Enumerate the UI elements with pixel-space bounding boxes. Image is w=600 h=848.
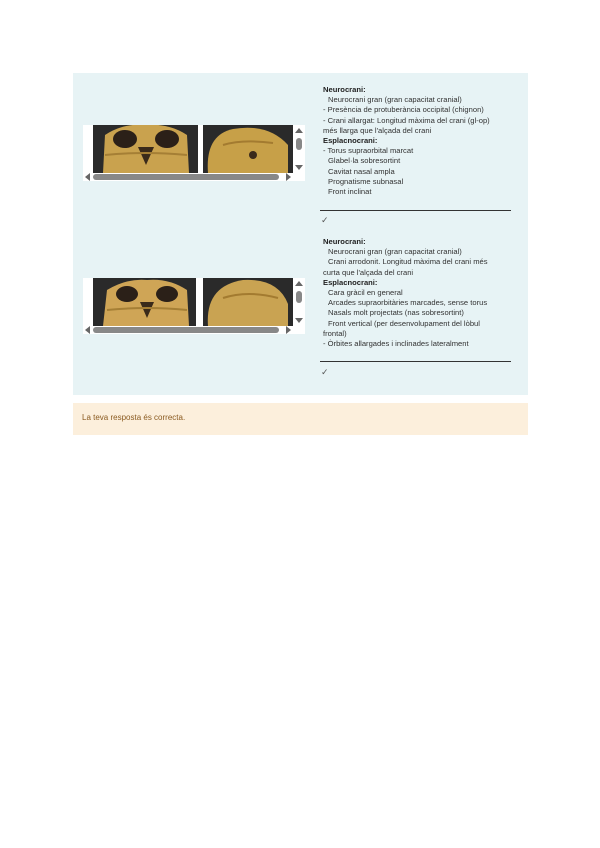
- description-heading: Esplacnocrani:: [323, 277, 378, 287]
- vertical-scrollbar[interactable]: [293, 278, 305, 326]
- feedback-text: La teva resposta és correcta.: [82, 413, 186, 422]
- description-line: - Presència de protuberància occipital (chignon): [323, 105, 484, 115]
- scroll-left-icon[interactable]: [85, 173, 90, 181]
- description-line: - Crani allargat: Longitud màxima del crani (gl-op): [323, 115, 490, 125]
- description-line: Cavitat nasal ampla: [328, 166, 395, 176]
- description-line: més llarga que l'alçada del crani: [323, 125, 432, 135]
- horizontal-scrollbar[interactable]: [83, 326, 305, 334]
- description-heading: Esplacnocrani:: [323, 136, 378, 146]
- skull-image-svg: [83, 278, 293, 326]
- description-line: Crani arrodonit. Longitud màxima del crani més: [328, 257, 488, 267]
- description-heading: Neurocrani:: [323, 237, 366, 246]
- scroll-right-icon[interactable]: [286, 326, 291, 334]
- description-line: Cara gràcil en general: [328, 288, 403, 298]
- scroll-up-icon[interactable]: [295, 128, 303, 133]
- check-icon: ✓: [321, 215, 329, 225]
- skull-image-svg: [83, 125, 293, 173]
- description-line: - Òrbites allargades i inclinades lateralment: [323, 339, 469, 349]
- skull-image: [83, 125, 293, 173]
- image-scroll-box[interactable]: [83, 125, 305, 181]
- divider: [320, 210, 511, 211]
- scroll-up-icon[interactable]: [295, 281, 303, 286]
- description-line: Neurocrani gran (gran capacitat cranial): [328, 95, 462, 105]
- scroll-right-icon[interactable]: [286, 173, 291, 181]
- description-line: - Torus supraorbital marcat: [323, 146, 414, 156]
- scroll-down-icon[interactable]: [295, 165, 303, 170]
- description-line: Front inclinat: [328, 187, 372, 197]
- description-line: Glabel·la sobresortint: [328, 156, 401, 166]
- description-text: [323, 85, 511, 197]
- description-line: Prognatisme subnasal: [328, 176, 404, 186]
- scroll-down-icon[interactable]: [295, 318, 303, 323]
- check-icon: ✓: [321, 367, 329, 377]
- vertical-scrollbar[interactable]: [293, 125, 305, 173]
- scroll-thumb[interactable]: [296, 138, 302, 150]
- scroll-left-icon[interactable]: [85, 326, 90, 334]
- description-line: Neurocrani gran (gran capacitat cranial): [328, 247, 462, 257]
- description-heading: Neurocrani:: [323, 85, 366, 94]
- feedback-box: [73, 403, 528, 435]
- description-line: Nasals molt projectats (nas sobresortint): [328, 308, 464, 318]
- divider: [320, 361, 511, 362]
- description-line: Arcades supraorbitàries marcades, sense torus: [328, 298, 488, 308]
- scroll-thumb-h[interactable]: [93, 327, 279, 333]
- question-panel: [73, 73, 528, 395]
- description-line: Front vertical (per desenvolupament del lòbul: [328, 318, 480, 328]
- scroll-thumb-h[interactable]: [93, 174, 279, 180]
- skull-image: [83, 278, 293, 326]
- scroll-thumb[interactable]: [296, 291, 302, 303]
- description-text: [323, 237, 511, 349]
- description-line: frontal): [323, 328, 347, 338]
- description-line: curta que l'alçada del crani: [323, 267, 414, 277]
- image-scroll-box[interactable]: [83, 278, 305, 334]
- horizontal-scrollbar[interactable]: [83, 173, 305, 181]
